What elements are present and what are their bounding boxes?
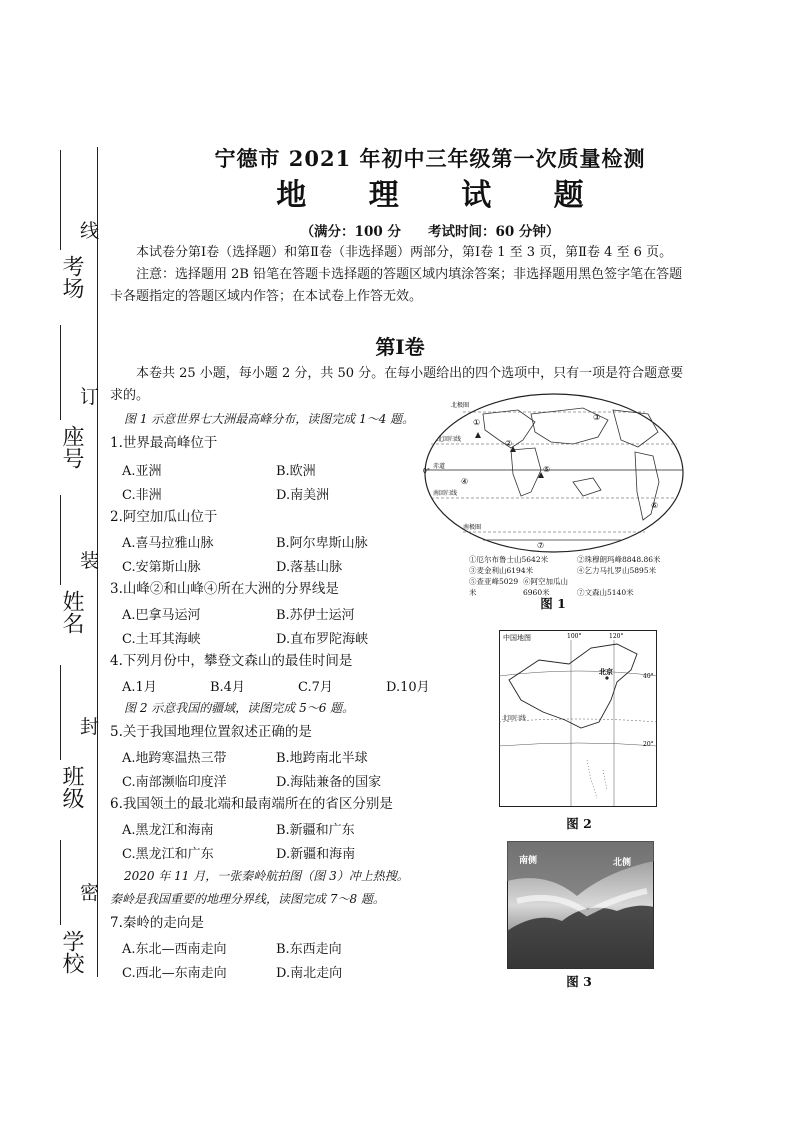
q5-option-b[interactable]: B.地跨南北半球 bbox=[276, 751, 368, 766]
fig1-lat-arctic: 北极圈 bbox=[451, 402, 470, 409]
q2-option-b[interactable]: B.阿尔卑斯山脉 bbox=[276, 536, 368, 551]
fig1-peak-3: ③ bbox=[593, 413, 601, 422]
question-5-stem: 5.关于我国地理位置叙述正确的是 bbox=[110, 724, 312, 740]
fig2-lon-120: 120° bbox=[609, 633, 624, 640]
q7-option-c[interactable]: C.西北—东南走向 bbox=[122, 966, 227, 981]
field-exam-room[interactable] bbox=[36, 150, 84, 320]
subject-title: 地 理 试 题 bbox=[276, 178, 610, 213]
fig1-legend-7: ⑦文森山5140米 bbox=[577, 588, 634, 597]
fig2-lat-40: 40° bbox=[643, 673, 654, 680]
q6-option-c[interactable]: C.黑龙江和广东 bbox=[122, 847, 214, 862]
q7-option-d[interactable]: D.南北走向 bbox=[276, 966, 343, 981]
fig2-box-label: 中国地图 bbox=[503, 634, 531, 642]
seal-char-xian: 线 bbox=[80, 220, 100, 242]
intro-paragraph-1: 本试卷分第Ⅰ卷（选择题）和第Ⅱ卷（非选择题）两部分，第Ⅰ卷 1 至 3 页，第Ⅱ卷 4 至 6 页。 bbox=[136, 245, 673, 260]
fig1-peak-6: ⑥ bbox=[651, 501, 659, 510]
fig1-lat-zero: 0° bbox=[423, 468, 430, 475]
q5-option-c[interactable]: C.南部濒临印度洋 bbox=[122, 775, 227, 790]
q3-option-c[interactable]: C.土耳其海峡 bbox=[122, 632, 201, 647]
group-intro-2: 图 2 示意我国的疆域，读图完成 5～6 题。 bbox=[124, 701, 355, 715]
q7-option-a[interactable]: A.东北—西南走向 bbox=[122, 942, 227, 957]
seal-char-feng: 封 bbox=[80, 716, 100, 738]
fig1-peak-7: ⑦ bbox=[537, 541, 545, 550]
field-class[interactable] bbox=[36, 665, 84, 835]
fig1-peak-1: ① bbox=[473, 418, 481, 427]
group-intro-1: 图 1 示意世界七大洲最高峰分布，读图完成 1～4 题。 bbox=[124, 412, 415, 426]
exam-meta: （满分：100 分 考试时间：60 分钟） bbox=[300, 224, 560, 240]
seal-char-zhuang: 装 bbox=[80, 550, 100, 572]
figure-3-qinling-photo bbox=[507, 841, 654, 969]
q1-option-b[interactable]: B.欧洲 bbox=[276, 464, 316, 479]
fig1-legend-4: ④乞力马扎罗山5895米 bbox=[577, 566, 657, 575]
q3-option-d[interactable]: D.直布罗陀海峡 bbox=[276, 632, 369, 647]
fig1-legend-3: ③麦金利山6194米 bbox=[469, 566, 534, 575]
q5-option-d[interactable]: D.海陆兼备的国家 bbox=[276, 775, 382, 790]
seal-char-ding: 订 bbox=[80, 386, 100, 408]
q6-option-b[interactable]: B.新疆和广东 bbox=[276, 823, 355, 838]
fig1-legend-6: ⑥阿空加瓜山6960米 bbox=[523, 577, 568, 597]
q2-option-c[interactable]: C.安第斯山脉 bbox=[122, 560, 201, 575]
group-intro-3b: 秦岭是我国重要的地理分界线，读图完成 7～8 题。 bbox=[110, 892, 385, 906]
fig1-legend-5: ⑤查亚峰5029米 bbox=[469, 577, 519, 597]
fig2-tropic-label: 北回归线 bbox=[502, 715, 527, 722]
fig1-peak-4: ④ bbox=[461, 477, 469, 486]
fig1-lat-antarctic: 南极圈 bbox=[463, 524, 482, 531]
fig1-peak-5: ⑤ bbox=[543, 465, 551, 474]
intro-paragraph-2: 注意：选择题用 2B 铅笔在答题卡选择题的答题区域内填涂答案；非选择题用黑色签字笔在答题卡各题指定的答题区域内作答；在本试卷上作答无效。 bbox=[110, 267, 683, 304]
q1-option-a[interactable]: A.亚洲 bbox=[122, 464, 162, 479]
figure-1-caption: 图 1 bbox=[540, 596, 566, 611]
intro-block bbox=[110, 242, 690, 308]
fig1-legend-2: ②珠穆朗玛峰8848.86米 bbox=[577, 555, 661, 564]
field-exam-room-label: 考场 bbox=[59, 255, 84, 299]
seal-char-mi: 密 bbox=[80, 882, 100, 904]
q3-option-b[interactable]: B.苏伊士运河 bbox=[276, 608, 355, 623]
fig1-lat-equator: 赤道 bbox=[433, 463, 446, 470]
fig1-lat-tropic-capricorn: 南回归线 bbox=[433, 490, 458, 497]
fig1-legend-1: ①厄尔布鲁士山5642米 bbox=[469, 555, 549, 564]
fig3-south-label: 南侧 bbox=[519, 856, 538, 866]
q7-option-b[interactable]: B.东西走向 bbox=[276, 942, 342, 957]
field-class-label: 班级 bbox=[59, 765, 84, 809]
q1-option-d[interactable]: D.南美洲 bbox=[276, 488, 330, 503]
fig2-lat-20: 20° bbox=[643, 741, 654, 748]
question-7-stem: 7.秦岭的走向是 bbox=[110, 915, 204, 931]
question-2-stem: 2.阿空加瓜山位于 bbox=[110, 509, 218, 525]
q6-option-d[interactable]: D.新疆和海南 bbox=[276, 847, 356, 862]
exam-title: 宁德市 2021 年初中三年级第一次质量检测 bbox=[214, 146, 646, 171]
q2-option-a[interactable]: A.喜马拉雅山脉 bbox=[122, 536, 214, 551]
question-4-stem: 4.下列月份中，攀登文森山的最佳时间是 bbox=[110, 653, 353, 669]
fig1-lat-tropic-cancer: 北回归线 bbox=[437, 436, 462, 443]
field-seat-no[interactable] bbox=[36, 325, 84, 495]
field-name[interactable] bbox=[36, 495, 84, 665]
fig2-lon-100: 100° bbox=[567, 633, 582, 640]
q2-option-d[interactable]: D.落基山脉 bbox=[276, 560, 343, 575]
field-school-label: 学校 bbox=[59, 930, 84, 974]
q4-option-a[interactable]: A.1月 bbox=[122, 680, 157, 695]
figure-2-china-map bbox=[499, 630, 657, 807]
fig2-city-beijing: 北京 bbox=[599, 667, 613, 676]
q4-option-c[interactable]: C.7月 bbox=[298, 680, 333, 695]
q4-option-b[interactable]: B.4月 bbox=[210, 680, 245, 695]
figure-1-legend bbox=[469, 554, 699, 598]
q3-option-a[interactable]: A.巴拿马运河 bbox=[122, 608, 201, 623]
section-instructions: 本卷共 25 小题，每小题 2 分，共 50 分。在每小题给出的四个选项中，只有一项是符合题意要求的。 bbox=[110, 366, 684, 403]
field-seat-no-label: 座号 bbox=[59, 425, 84, 469]
figure-1-world-map bbox=[423, 392, 685, 554]
figure-3-caption: 图 3 bbox=[566, 974, 592, 989]
q4-option-d[interactable]: D.10月 bbox=[386, 680, 430, 695]
fig1-peak-2: ② bbox=[505, 439, 513, 448]
field-name-label: 姓名 bbox=[59, 590, 84, 634]
question-3-stem: 3.山峰②和山峰④所在大洲的分界线是 bbox=[110, 581, 339, 597]
q6-option-a[interactable]: A.黑龙江和海南 bbox=[122, 823, 214, 838]
section-title: 第Ⅰ卷 bbox=[375, 335, 425, 359]
fig3-north-label: 北侧 bbox=[613, 858, 632, 868]
figure-2-caption: 图 2 bbox=[566, 816, 592, 831]
question-1-stem: 1.世界最高峰位于 bbox=[110, 435, 218, 451]
field-school[interactable] bbox=[36, 840, 84, 980]
q1-option-c[interactable]: C.非洲 bbox=[122, 488, 162, 503]
question-6-stem: 6.我国领土的最北端和最南端所在的省区分别是 bbox=[110, 796, 393, 812]
group-intro-3a: 2020 年 11 月，一张秦岭航拍图（图 3）冲上热搜。 bbox=[124, 869, 409, 883]
q5-option-a[interactable]: A.地跨寒温热三带 bbox=[122, 751, 227, 766]
